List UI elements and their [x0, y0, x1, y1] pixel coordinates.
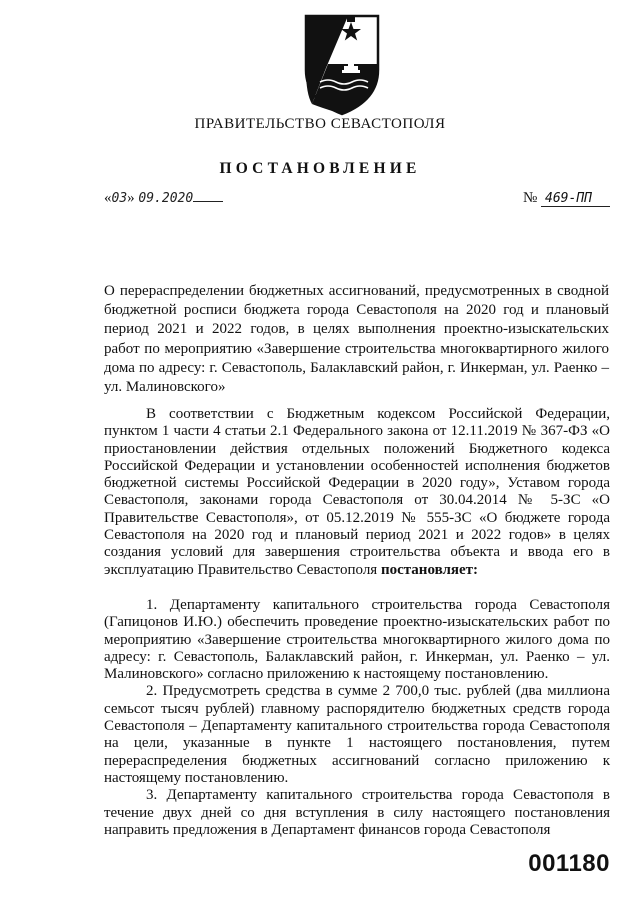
item-paragraph-1: 1. Департаменту капитального строительства города Севастополя (Гапицонов И.Ю.) обеспечить проведение проектно-изыскательских работ по мероприятию «Завершение строительства многоквартирного жилого дома по адресу: г. Севастополь, Балаклавский район, г. Инкерман, ул. Раенко – ул. Малиновского» согласно приложению к настоящему постановлению.	[104, 596, 610, 683]
government-title: ПРАВИТЕЛЬСТВО СЕВАСТОПОЛЯ	[194, 116, 446, 132]
item-paragraph-2: 2. Предусмотреть средства в сумме 2 700,0 тыс. рублей (два миллиона семьсот тысяч рублей) главному распорядителю бюджетных средств города Севастополя – Департаменту капитального строительства города Севастополя на цели, указанные в пункте 1 настоящего постановления, путем перераспределения бюджетных ассигнований согласно приложению к настоящему постановлению.	[104, 683, 610, 786]
date-close-quote: »	[127, 190, 135, 206]
document-number	[523, 190, 610, 207]
document-type-title: ПОСТАНОВЛЕНИЕ	[219, 160, 421, 177]
preamble-text: В соответствии с Бюджетным кодексом Российской Федерации, пунктом 1 части 4 статьи 2.1 Федерального закона от 12.11.2019 № 367-ФЗ «О приостановлении действия отдельных положений Бюджетного кодекса Российской Федерации и установлении особенностей исполнения бюджетов бюджетной системы Российской Федерации в 2020 году», Уставом города Севастополя, законами города Севастополя от 30.04.2014 № 5-ЗС «О Правительстве Севастополя», от 05.12.2019 № 555-ЗС «О бюджете города Севастополя на 2020 год и плановый период 2021 и 2022 годов» в целях создания условий для завершения строительства объекта и ввода его в эксплуатацию Правительство Севастополя	[104, 406, 610, 578]
date-month-year: 09.2020	[138, 191, 194, 206]
sevastopol-coat-of-arms-icon	[298, 8, 386, 118]
document-date	[104, 190, 223, 207]
date-open-quote: «	[104, 190, 112, 206]
item-paragraph-3: 3. Департаменту капитального строительства города Севастополя в течение двух дней со дня вступления в силу настоящего постановления направить предложения в Департамент финансов города Севастополя	[104, 787, 610, 838]
date-day: 03	[111, 191, 128, 206]
date-underline	[193, 200, 223, 202]
number-value: 469-ПП	[541, 191, 610, 207]
decree-word: постановляет:	[380, 561, 479, 578]
preamble-paragraph	[104, 406, 610, 579]
document-subject: О перераспределении бюджетных ассигнований, предусмотренных в сводной бюджетной росписи бюджета города Севастополя на 2020 год и плановый период 2021 и 2022 годов, в целях выполнения проектно-изыскательских работ по мероприятию «Завершение строительства многоквартирного жилого дома по адресу: г. Севастополь, Балаклавский район, г. Инкерман, ул. Раенко – ул. Малиновского»	[104, 283, 609, 396]
number-prefix: №	[522, 190, 538, 206]
document-body	[104, 406, 610, 839]
page-stamp-number: 001180	[528, 850, 610, 877]
